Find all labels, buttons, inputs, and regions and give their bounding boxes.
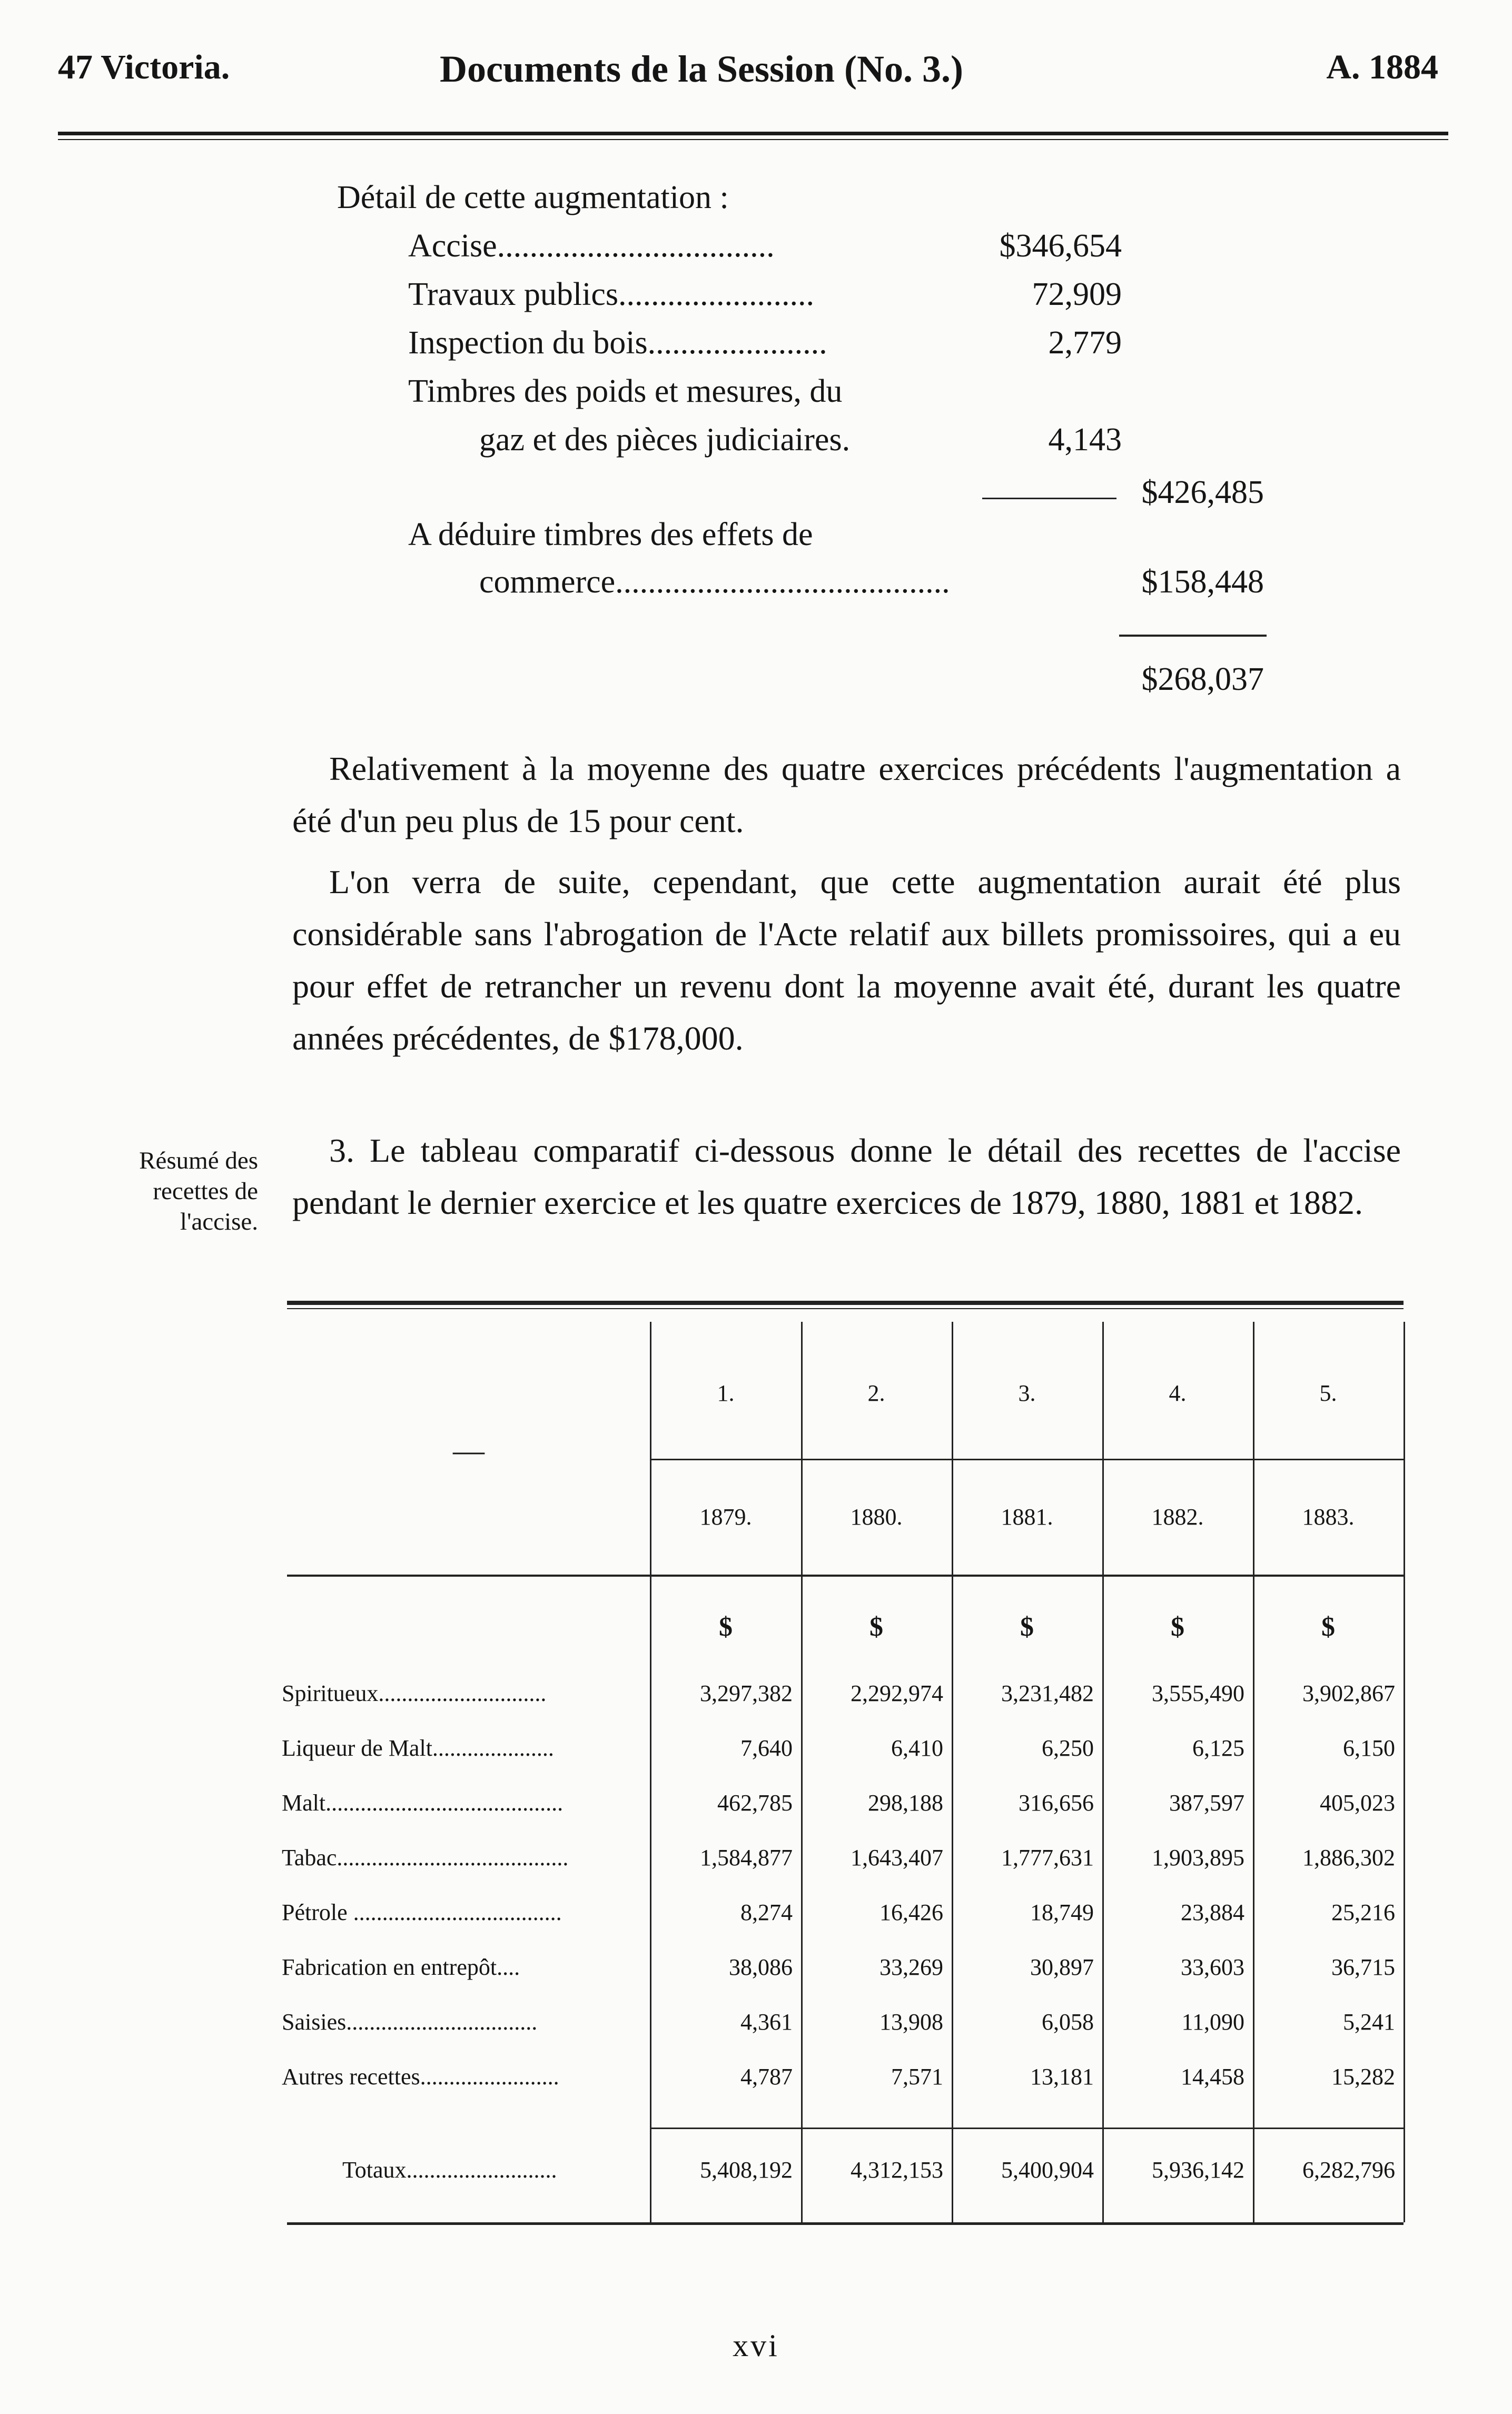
row-label: Pétrole .................................... (282, 1899, 562, 1925)
total-cell: 6,282,796 (1302, 2157, 1395, 2183)
table-cell: 462,785 (717, 1790, 793, 1816)
total-cell: 5,400,904 (1001, 2157, 1094, 2183)
deduct-value: $158,448 (1141, 564, 1264, 600)
table-cell: 38,086 (729, 1954, 793, 1980)
table-cell: 3,297,382 (700, 1680, 793, 1706)
table-cell: 298,188 (868, 1790, 943, 1816)
table-cell: 405,023 (1320, 1790, 1395, 1816)
detail-item-label: gaz et des pièces judiciaires. (479, 422, 851, 458)
currency-symbol: $ (869, 1612, 883, 1642)
detail-item-label: Accise.................................. (408, 228, 775, 264)
subtotal-rule (982, 498, 1116, 499)
table-cell: 1,643,407 (851, 1845, 943, 1871)
column-number: 1. (717, 1380, 735, 1406)
excise-table (282, 1301, 1404, 2228)
total-rule (1119, 635, 1267, 637)
table-cell: 25,216 (1331, 1899, 1395, 1925)
total-cell: 4,312,153 (851, 2157, 943, 2183)
detail-item-label: Travaux publics........................ (408, 276, 814, 312)
detail-total: $268,037 (1141, 661, 1264, 697)
table-cell: 1,886,302 (1302, 1845, 1395, 1871)
detail-item-label: Timbres des poids et mesures, du (408, 373, 843, 409)
table-top-rule-thin (287, 1308, 1404, 1309)
column-year: 1883. (1302, 1504, 1355, 1530)
table-cell: 6,410 (891, 1735, 943, 1761)
table-cell: 13,908 (879, 2009, 943, 2035)
table-cell: 1,903,895 (1152, 1845, 1244, 1871)
paragraph-text: Relativement à la moyenne des quatre exercices précédents l'augmentation a été d'un peu plus de 15 pour cent. (292, 750, 1401, 839)
table-cell: 33,603 (1181, 1954, 1244, 1980)
table-bottom-rule (287, 2222, 1404, 2225)
header-left: 47 Victoria. (58, 48, 230, 86)
detail-title: Détail de cette augmentation : (337, 180, 729, 215)
header-center: Documents de la Session (No. 3.) (440, 48, 964, 90)
total-cell: 5,408,192 (700, 2157, 793, 2183)
row-label: Tabac........................................ (282, 1845, 569, 1871)
column-number: 4. (1169, 1380, 1187, 1406)
table-cell: 33,269 (879, 1954, 943, 1980)
table-cell: 23,884 (1181, 1899, 1244, 1925)
detail-item-label: Inspection du bois...................... (408, 325, 827, 361)
detail-item-value: 4,143 (1048, 422, 1122, 458)
table-cell: 36,715 (1331, 1954, 1395, 1980)
deduct-label: A déduire timbres des effets de (408, 517, 813, 552)
total-cell: 5,936,142 (1152, 2157, 1244, 2183)
table-cell: 3,902,867 (1302, 1680, 1395, 1706)
column-number: 2. (867, 1380, 885, 1406)
paragraph-text: 3. Le tableau comparatif ci-dessous donne le détail des recettes de l'accise pendant le dernier exercice et les quatre exercices de 1879, 1880, 1881 et 1882. (292, 1132, 1401, 1221)
table-cell: 7,571 (891, 2064, 943, 2090)
table-cell: 15,282 (1331, 2064, 1395, 2090)
header-rule (650, 1459, 1404, 1460)
detail-item-value: 2,779 (1048, 325, 1122, 361)
table-top-rule (287, 1301, 1404, 1305)
body-paragraph (292, 856, 1401, 1064)
row-label: Autres recettes........................ (282, 2064, 559, 2090)
currency-symbol: $ (1321, 1612, 1335, 1642)
detail-subtotal: $426,485 (1141, 474, 1264, 510)
body-paragraph (292, 743, 1401, 847)
table-cell: 6,125 (1192, 1735, 1244, 1761)
currency-symbol: $ (719, 1612, 733, 1642)
column-year: 1881. (1001, 1504, 1053, 1530)
table-cell: 6,250 (1042, 1735, 1094, 1761)
table-cell: 387,597 (1169, 1790, 1244, 1816)
paragraph-text: L'on verra de suite, cependant, que cette augmentation aurait été plus considérable sans l'abrogation de l'Acte relatif aux billets promissoires, qui a eu pour effet de retrancher un revenu dont la moyenne avait été, durant les quatre années précédentes, de $178,000. (292, 863, 1401, 1057)
row-label: Saisies................................. (282, 2009, 538, 2035)
row-label: Spiritueux............................. (282, 1680, 547, 1706)
header-right: A. 1884 (1326, 48, 1438, 86)
header-rule (58, 132, 1448, 135)
table-cell: 3,231,482 (1001, 1680, 1094, 1706)
table-cell: 30,897 (1030, 1954, 1094, 1980)
detail-item-value: $346,654 (999, 228, 1122, 264)
table-cell: 6,150 (1343, 1735, 1395, 1761)
totals-label: Totaux.......................... (342, 2157, 557, 2183)
table-cell: 6,058 (1042, 2009, 1094, 2035)
margin-note: Résumé des recettes de l'accise. (139, 1147, 258, 1235)
column-year: 1880. (850, 1504, 903, 1530)
table-cell: 7,640 (740, 1735, 793, 1761)
table-cell: 1,584,877 (700, 1845, 793, 1871)
row-label: Liqueur de Malt..................... (282, 1735, 554, 1761)
table-cell: 4,787 (740, 2064, 793, 2090)
column-divider (1404, 1322, 1405, 2222)
column-number: 5. (1319, 1380, 1337, 1406)
header-rule-thin (58, 139, 1448, 140)
table-cell: 5,241 (1343, 2009, 1395, 2035)
deduct-label: commerce......................................... (479, 564, 950, 600)
table-cell: 3,555,490 (1152, 1680, 1244, 1706)
table-cell: 4,361 (740, 2009, 793, 2035)
column-number: 3. (1018, 1380, 1036, 1406)
page-header (0, 42, 1512, 105)
table-cell: 11,090 (1181, 2009, 1244, 2035)
currency-symbol: $ (1171, 1612, 1184, 1642)
table-cell: 1,777,631 (1001, 1845, 1094, 1871)
table-cell: 8,274 (740, 1899, 793, 1925)
table-cell: 316,656 (1019, 1790, 1094, 1816)
page-number: xvi (733, 2328, 779, 2363)
table-cell: 16,426 (879, 1899, 943, 1925)
table-cell: 13,181 (1030, 2064, 1094, 2090)
row-label: Fabrication en entrepôt.... (282, 1954, 520, 1980)
row-label: Malt......................................... (282, 1790, 564, 1816)
detail-item-value: 72,909 (1032, 276, 1122, 312)
header-bottom-rule (287, 1575, 1404, 1577)
currency-symbol: $ (1020, 1612, 1034, 1642)
column-year: 1879. (699, 1504, 752, 1530)
body-paragraph (292, 1124, 1401, 1229)
table-cell: 2,292,974 (851, 1680, 943, 1706)
table-cell: 18,749 (1030, 1899, 1094, 1925)
column-year: 1882. (1151, 1504, 1204, 1530)
table-cell: 14,458 (1181, 2064, 1244, 2090)
label-column-dash: — (453, 1433, 485, 1468)
totals-rule (650, 2128, 1404, 2129)
